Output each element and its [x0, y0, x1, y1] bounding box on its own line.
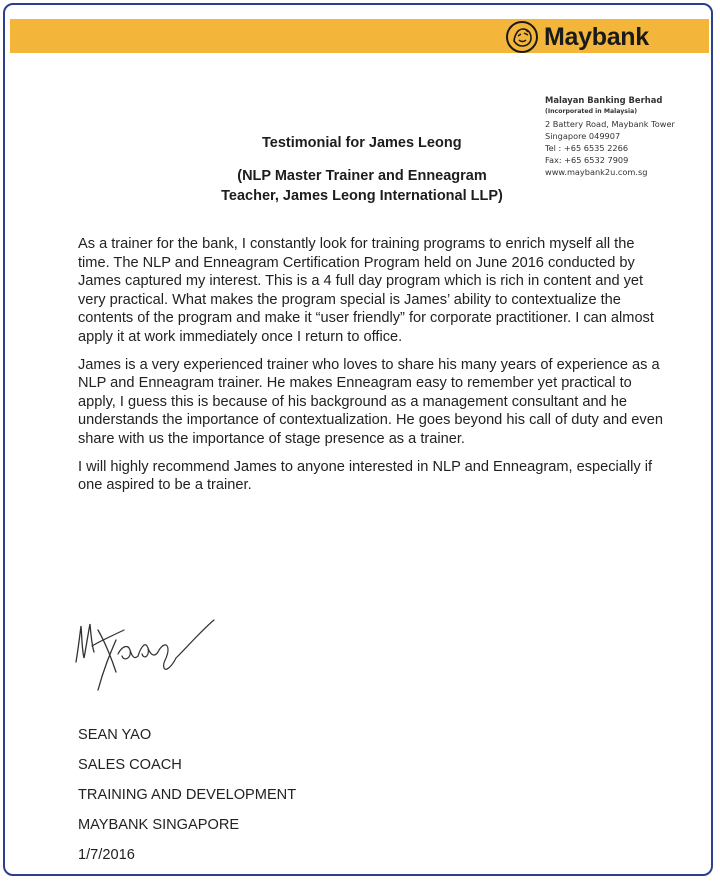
signatory-position: SALES COACH [78, 757, 182, 773]
address-line: Fax: +65 6532 7909 [545, 155, 629, 165]
body-paragraph: As a trainer for the bank, I constantly look for training programs to enrich myself all the time. The NLP and Enneagram Certification Program held on June 2016 conducted by James captured my interest. This is a 4 full day program which is rich in content and yet very practical. What makes the program special is James’ ability to contextualize the contents of the program and make it “user friendly” for corporate practitioner. I can almost apply it at work immediately once I return to office. [78, 236, 654, 345]
incorporation-note: (Incorporated in Malaysia) [545, 108, 638, 115]
signatory-department: TRAINING AND DEVELOPMENT [78, 787, 297, 803]
company-name: Malayan Banking Berhad [545, 95, 663, 105]
address-line: www.maybank2u.com.sg [545, 167, 648, 177]
letter-title: Testimonial for James Leong [262, 135, 462, 151]
letter-date: 1/7/2016 [78, 847, 135, 863]
subtitle-line: (NLP Master Trainer and Enneagram [237, 168, 487, 184]
body-paragraph: James is a very experienced trainer who loves to share his many years of experience as a NLP and Enneagram trainer. He makes Enneagram easy to remember yet practical to apply, I guess this is because of his background as a management consultant and he understands the importance of contextualization. He goes beyond his call of duty and even share with us the importance of stage presence as a trainer. [78, 356, 663, 447]
brand-name: Maybank [544, 22, 649, 51]
handwritten-signature [72, 610, 222, 698]
address-line: 2 Battery Road, Maybank Tower [545, 119, 675, 129]
address-line: Singapore 049907 [545, 131, 621, 141]
body-paragraph: I will highly recommend James to anyone interested in NLP and Enneagram, especially if one aspired to be a trainer. [78, 458, 653, 494]
signatory-name: SEAN YAO [78, 727, 152, 743]
letter-body [78, 235, 663, 504]
letter-subtitle [200, 166, 524, 206]
subtitle-line: Teacher, James Leong International LLP) [221, 188, 503, 204]
company-address [545, 94, 675, 178]
address-line: Tel : +65 6535 2266 [545, 143, 629, 153]
tiger-head-icon [506, 21, 538, 53]
maybank-logo [506, 21, 649, 53]
signatory-organization: MAYBANK SINGAPORE [78, 817, 240, 833]
